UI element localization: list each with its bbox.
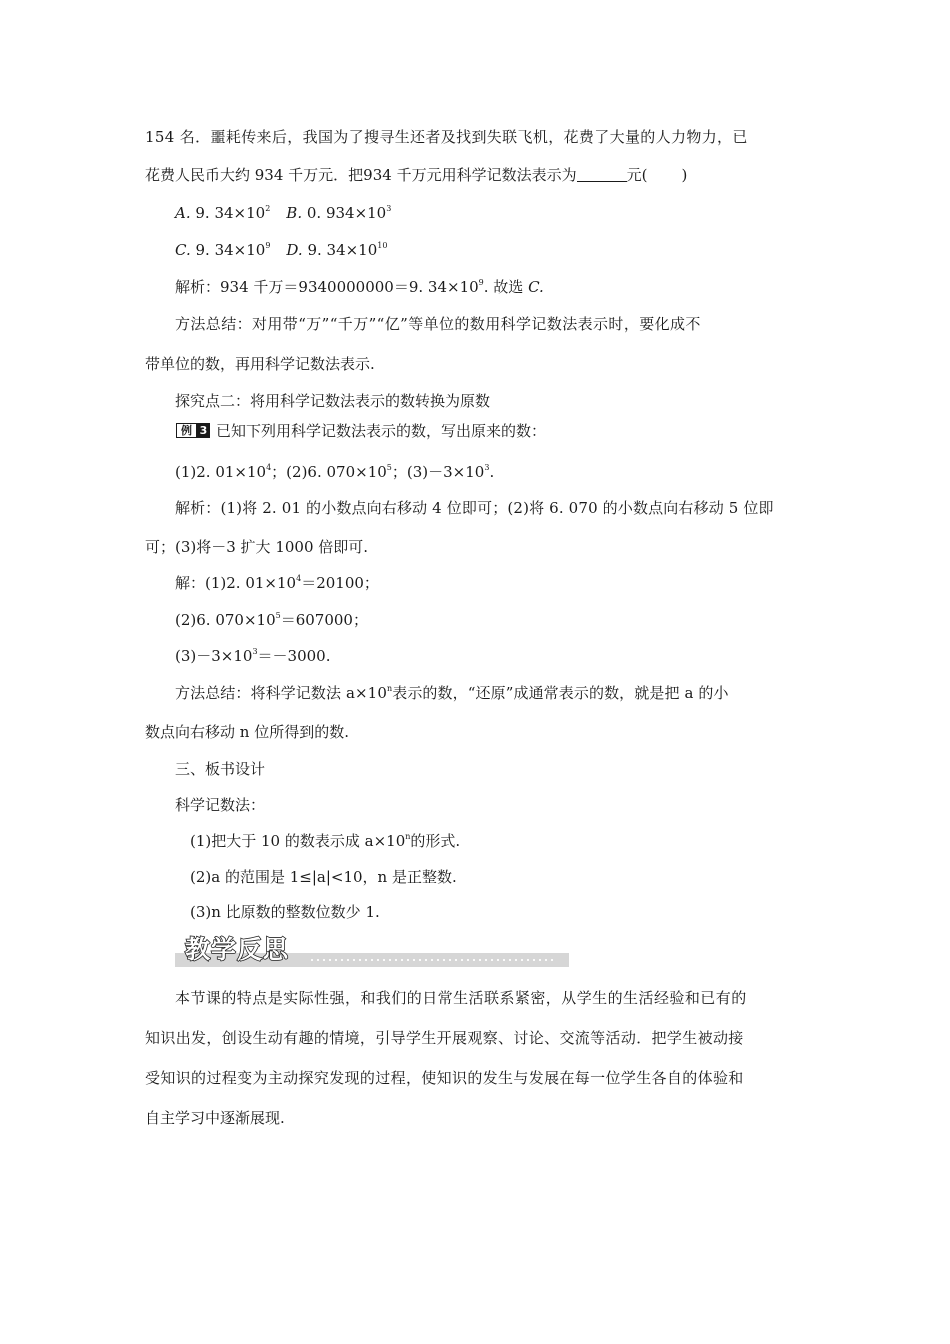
board-item-1 — [190, 831, 460, 851]
text: . 故选 — [483, 278, 529, 296]
text: (1)2. 01×10 — [205, 574, 297, 592]
method-summary-2-cont — [145, 722, 349, 742]
solution-label: 解： — [175, 574, 206, 592]
board-title — [175, 795, 265, 815]
text: ＝607000； — [280, 611, 368, 629]
text: (2)6. 070×10 — [175, 611, 276, 629]
text: 方法总结：对用带“万”“千万”“亿”等单位的数用科学记数法表示时，要化成不 — [175, 315, 701, 333]
solution-3 — [175, 646, 331, 666]
reflection-line — [175, 988, 747, 1008]
exponent: 4 — [296, 574, 302, 583]
text: 知识出发，创设生动有趣的情境，引导学生开展观察、讨论、交流等活动．把学生被动接 — [145, 1029, 744, 1047]
reflection-line — [145, 1108, 285, 1128]
text: . — [489, 463, 495, 481]
exponent: 9 — [265, 241, 271, 250]
exponent: n — [405, 832, 411, 841]
exploration-point-heading — [175, 391, 490, 411]
option-label: C. — [175, 241, 191, 259]
text: 可；(3)将－3 扩大 1000 倍即可. — [145, 538, 369, 556]
teaching-reflection-banner — [175, 933, 569, 971]
text: 花费人民币大约 934 千万元．把934 千万元用科学记数法表示为 — [145, 166, 577, 184]
banner-dots — [309, 959, 557, 961]
exponent: n — [386, 684, 393, 693]
text: 154 名．噩耗传来后，我国为了搜寻生还者及找到失联飞机，花费了大量的人力物力，已 — [145, 128, 748, 146]
method-summary-cont — [145, 354, 375, 374]
analysis-2-cont — [145, 537, 368, 557]
solution-2 — [175, 610, 368, 630]
exponent: 10 — [377, 241, 388, 250]
option-label: D. — [286, 241, 303, 259]
text: 带单位的数，再用科学记数法表示. — [145, 355, 375, 373]
board-item-2 — [190, 867, 457, 887]
option-text: 0. 934×10 — [302, 204, 387, 222]
example-items — [175, 462, 494, 482]
exponent: 3 — [386, 204, 392, 213]
answer-blank — [577, 167, 627, 182]
exponent: 9 — [478, 278, 484, 287]
text: 解析：934 千万＝9340000000＝9. 34×10 — [175, 278, 479, 296]
text: 解析：(1)将 2. 01 的小数点向右移动 4 位即可；(2)将 6. 070 的小数点向右移动 5 位即 — [175, 499, 774, 517]
text: 科学记数法： — [175, 796, 266, 814]
analysis-2 — [175, 498, 774, 518]
text: (3)n 比原数的整数位数少 1. — [190, 903, 380, 921]
exponent: 5 — [386, 463, 392, 472]
text: ＝－3000. — [257, 647, 331, 665]
example-badge — [176, 423, 210, 438]
text: ＝20100； — [301, 574, 379, 592]
text: 元( — [626, 166, 648, 184]
paragraph-line — [145, 127, 748, 147]
text: 受知识的过程变为主动探究发现的过程，使知识的发生与发展在每一位学生各自的体验和 — [145, 1069, 744, 1087]
exponent: 3 — [252, 647, 258, 656]
options-ab — [175, 203, 391, 223]
badge-text: 例 — [176, 423, 197, 438]
exponent: 4 — [266, 463, 272, 472]
exponent: 5 — [275, 611, 281, 620]
text: 本节课的特点是实际性强，和我们的日常生活联系紧密，从学生的生活经验和已有的 — [175, 989, 747, 1007]
options-cd — [175, 240, 387, 260]
text: (1)2. 01×10 — [175, 463, 267, 481]
exponent: 2 — [265, 204, 271, 213]
text: 方法总结：将科学记数法 a×10 — [175, 684, 387, 702]
example-3 — [176, 421, 546, 441]
option-label: A. — [175, 204, 191, 222]
question-line — [145, 165, 687, 185]
option-text: 9. 34×10 — [302, 241, 378, 259]
exponent: 3 — [484, 463, 490, 472]
text: 三、板书设计 — [175, 760, 266, 778]
method-summary — [175, 314, 701, 334]
text: 探究点二：将用科学记数法表示的数转换为原数 — [175, 392, 491, 410]
text: 表示的数，“还原”成通常表示的数，就是把 a 的小 — [392, 684, 729, 702]
badge-number: 3 — [197, 423, 210, 438]
text: ；(3)－3×10 — [391, 463, 485, 481]
method-summary-2 — [175, 683, 729, 703]
text: (1)把大于 10 的数表示成 a×10 — [190, 832, 406, 850]
banner-title: 教学反思 — [185, 935, 290, 964]
text: (3)－3×10 — [175, 647, 253, 665]
answer-letter: C. — [528, 278, 544, 296]
reflection-line — [145, 1068, 744, 1088]
option-text: 9. 34×10 — [190, 204, 266, 222]
option-label: B. — [286, 204, 303, 222]
text: 数点向右移动 n 位所得到的数. — [145, 723, 349, 741]
text: 自主学习中逐渐展现. — [145, 1109, 285, 1127]
text: 的形式. — [410, 832, 461, 850]
section-heading — [175, 759, 265, 779]
text: 已知下列用科学记数法表示的数，写出原来的数： — [216, 422, 547, 440]
text: ；(2)6. 070×10 — [271, 463, 387, 481]
text: (2)a 的范围是 1≤|a|<10，n 是正整数. — [190, 868, 457, 886]
board-item-3 — [190, 902, 380, 922]
text: ) — [681, 166, 688, 184]
reflection-line — [145, 1028, 744, 1048]
solution-1 — [175, 573, 379, 593]
option-text: 9. 34×10 — [190, 241, 266, 259]
analysis-line — [175, 277, 544, 297]
